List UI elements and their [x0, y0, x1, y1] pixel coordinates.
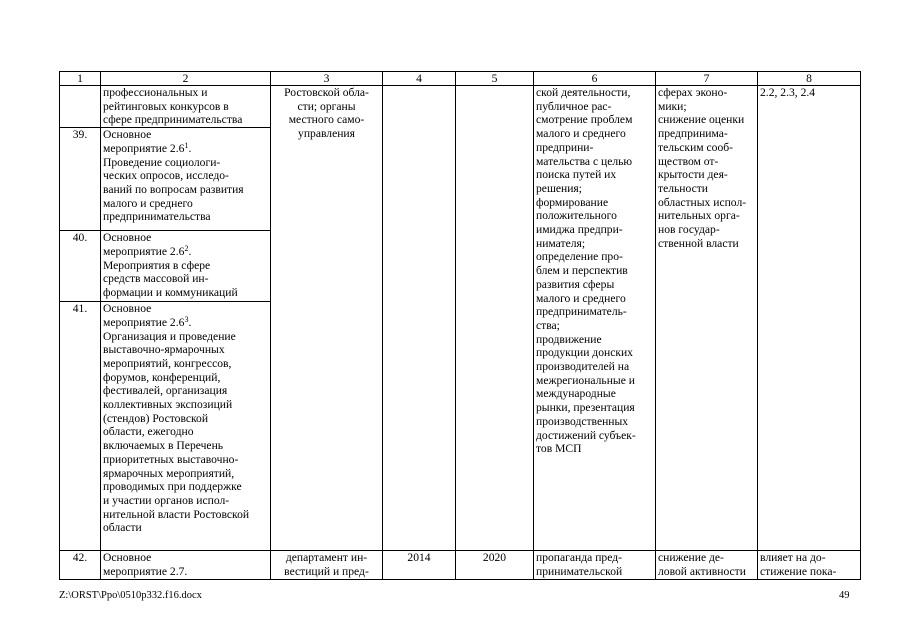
activity-title: Основное мероприятие 2.6 [103, 128, 185, 155]
row-number: 41. [60, 302, 101, 551]
start-year-cell: 2014 [383, 551, 456, 579]
page-number: 49 [839, 590, 850, 601]
table-row [60, 86, 861, 128]
expected-result-cell: ской деятельности, публичное рас- смотрение проблем малого и среднего предприни- мательства с целью поиска путей их решения; формирование положительного имиджа предпри- нимателя; определение про- блем и перспектив развития сферы малого и среднего предприниматель- ства; продвижение продукции донских производителей на межрегиональные и международные рынки, презентация производственных достижений субъек- тов МСП [534, 86, 656, 551]
header-col-3: 3 [271, 72, 383, 86]
header-col-6: 6 [534, 72, 656, 86]
activity-description: . Мероприятия в сфере средств массовой ин- формации и коммуникаций [103, 244, 238, 299]
header-col-4: 4 [383, 72, 456, 86]
activity-description: . Организация и проведение выставочно-ярмарочных мероприятий, конгрессов, форумов, конференций, фестивалей, организация коллективных экспозиций (стендов) Ростовской области, ежегодно включаемых в Перечень приоритетных выставочно- ярмарочных мероприятий, проводимых при поддержке и участии органов испол- нительной власти Ростовской области [103, 315, 250, 535]
expected-result-cell: пропаганда пред- принимательской [534, 551, 656, 579]
header-col-5: 5 [456, 72, 534, 86]
end-year-cell: 2020 [456, 551, 534, 579]
header-col-2: 2 [101, 72, 271, 86]
superscript: 3 [184, 314, 189, 324]
row-number: 39. [60, 128, 101, 231]
header-col-8: 8 [758, 72, 861, 86]
header-row [60, 72, 861, 86]
activity-name-cell [101, 302, 271, 551]
executor-cell: департамент ин- вестиций и пред- [271, 551, 383, 579]
file-path-footer: Z:\ORST\Ppo\0510p332.f16.docx [59, 590, 202, 601]
activity-title: Основное мероприятие 2.6 [103, 231, 185, 258]
activity-title: Основное мероприятие 2.6 [103, 302, 185, 329]
header-col-7: 7 [656, 72, 758, 86]
executor-cell: Ростовской обла- сти; органы местного само- управления [271, 86, 383, 551]
superscript: 1 [184, 140, 189, 150]
row-number: 40. [60, 231, 101, 302]
consequences-cell: сферах эконо- мики; снижение оценки предпринима- тельским сооб- ществом от- крытости дея- тельности областных испол- нительных орга- нов государ- ственной власти [656, 86, 758, 551]
header-col-1: 1 [60, 72, 101, 86]
start-year-cell [383, 86, 456, 551]
superscript: 2 [184, 243, 189, 253]
row-number: 42. [60, 551, 101, 579]
consequences-cell: снижение де- ловой активности [656, 551, 758, 579]
indicators-cell: 2.2, 2.3, 2.4 [758, 86, 861, 551]
activity-name-cell [101, 231, 271, 302]
activity-name-cell: Основное мероприятие 2.7. [101, 551, 271, 579]
activity-name-cell: профессиональных и рейтинговых конкурсов в сфере предпринимательства [101, 86, 271, 128]
document-table [59, 71, 861, 580]
table-row [60, 551, 861, 579]
end-year-cell [456, 86, 534, 551]
activity-name-cell [101, 128, 271, 231]
activity-description: . Проведение социологи- ческих опросов, исследо- ваний по вопросам развития малого и среднего предпринимательства [103, 141, 244, 224]
row-number-cell [60, 86, 101, 128]
indicators-cell: влияет на до- стижение пока- [758, 551, 861, 579]
